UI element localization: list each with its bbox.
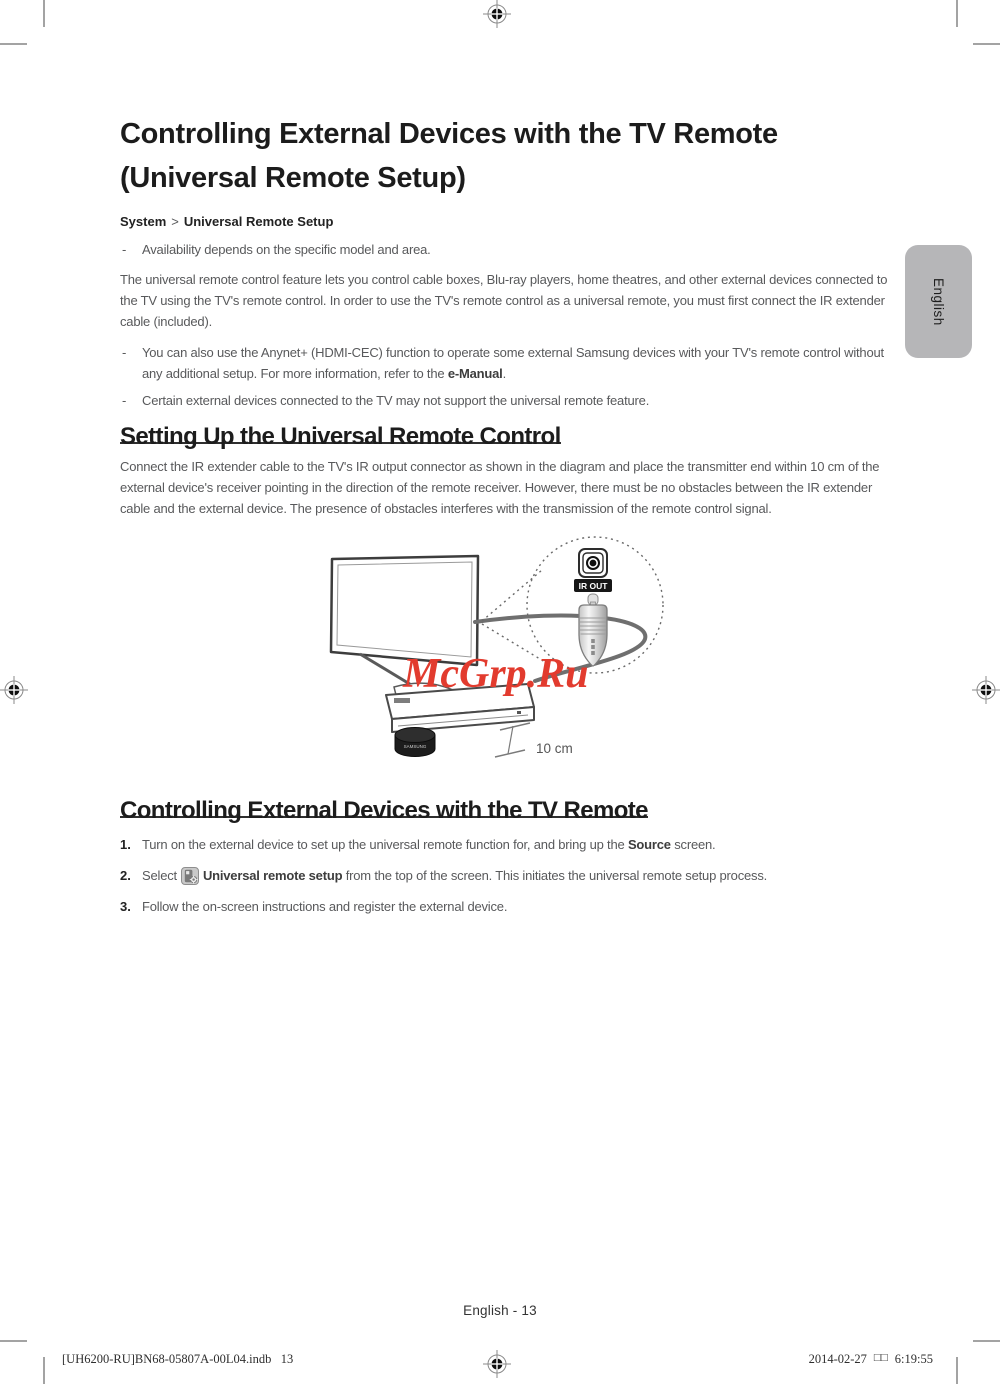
step-1-text (142, 834, 892, 855)
ir-extender-diagram (326, 525, 678, 777)
distance-measure (495, 723, 530, 757)
print-date: 2014-02-27 (808, 1352, 867, 1366)
section-heading-setup: Setting Up the Universal Remote Control (120, 423, 561, 450)
step-3 (120, 896, 892, 917)
registration-mark-right (971, 675, 1000, 705)
dash-marker: - (122, 345, 127, 360)
crop-mark-bottom-left-vertical (43, 1357, 45, 1384)
step-number: 3. (120, 899, 131, 914)
compatibility-note-text: Certain external devices connected to the TV may not support the universal remote feature. (142, 393, 650, 408)
puck-brand-label: SAMSUNG (403, 744, 427, 749)
step-3-text: Follow the on-screen instructions and register the external device. (142, 899, 508, 914)
crop-mark-top-left-vertical (43, 0, 45, 27)
step-2-post: from the top of the screen. This initiates the universal remote setup process. (342, 868, 768, 883)
step-1-post: screen. (670, 837, 716, 852)
page-title-line1: Controlling External Devices with the TV Remote (120, 118, 778, 150)
page-footer: English - 13 (463, 1303, 537, 1318)
step-2-pre: Select (142, 868, 177, 883)
compatibility-note (120, 390, 892, 411)
language-tab-label: English (931, 277, 946, 326)
anynet-note (120, 342, 892, 384)
intro-paragraph: The universal remote control feature lets you control cable boxes, Blu-ray players, home theatres, and other external devices connected to the TV using the TV's remote control. In order to use the TV's remote control as a universal remote, you must first connect the IR extender cable (included). (120, 272, 888, 329)
step-2 (120, 865, 892, 886)
step-2-text (142, 865, 892, 886)
crop-mark-top-right-vertical (956, 0, 958, 27)
breadcrumb-separator: > (171, 214, 179, 229)
crop-mark-top-right-horizontal (973, 43, 1000, 45)
step-1-pre: Turn on the external device to set up the universal remote function for, and bring up the (142, 837, 628, 852)
e-manual-term: e-Manual (447, 366, 503, 381)
anynet-note-post: . (502, 366, 506, 381)
print-file-info: [UH6200-RU]BN68-05807A-00L04.indb 13 (62, 1352, 294, 1366)
breadcrumb (120, 214, 892, 229)
watermark-text: McGrp.Ru (403, 651, 589, 697)
dash-marker: - (122, 393, 127, 408)
distance-label: 10 cm (536, 741, 573, 756)
source-term: Source (627, 837, 671, 852)
step-number: 2. (120, 868, 131, 883)
registration-mark-bottom (482, 1349, 512, 1379)
anynet-note-pre: You can also use the Anynet+ (HDMI-CEC) function to operate some external Samsung devices with your TV's remote control without any additional setup. For more information, refer to the (142, 345, 884, 381)
crop-mark-bottom-left-horizontal (0, 1340, 27, 1342)
page-title-line2: (Universal Remote Setup) (120, 162, 466, 194)
availability-note-text: Availability depends on the specific model and area. (142, 242, 431, 257)
anynet-note-text (142, 342, 892, 384)
ir-out-jack-icon (574, 549, 612, 592)
universal-remote-setup-term: Universal remote setup (202, 868, 343, 883)
setup-body-paragraph: Connect the IR extender cable to the TV's IR output connector as shown in the diagram and place the transmitter end within 10 cm of the external device's receiver pointing in the direction of the remote receiver. However, there must be no obstacles between the IR extender cable and the external device. The presence of obstacles interferes with the transmission of the remote control signal. (120, 459, 880, 516)
registration-mark-top (482, 0, 512, 29)
crop-mark-top-left-horizontal (0, 43, 27, 45)
crop-mark-bottom-right-vertical (956, 1357, 958, 1384)
step-1 (120, 834, 892, 855)
section-heading-controlling: Controlling External Devices with the TV Remote (120, 797, 648, 824)
breadcrumb-system: System (120, 214, 167, 229)
print-time: 6:19:55 (894, 1352, 933, 1366)
print-timestamp (809, 1352, 933, 1367)
crop-mark-bottom-right-horizontal (973, 1340, 1000, 1342)
dash-marker: - (122, 242, 127, 257)
step-number: 1. (120, 837, 131, 852)
missing-glyph-boxes: □□ (873, 1352, 888, 1364)
registration-mark-left (0, 675, 29, 705)
ir-blaster-puck (395, 728, 435, 757)
page-title (120, 112, 892, 200)
breadcrumb-target: Universal Remote Setup (183, 214, 334, 229)
ir-extender-diagram-svg (326, 525, 678, 777)
availability-note (120, 239, 892, 260)
content-column (120, 112, 892, 917)
language-tab (905, 245, 972, 358)
ir-out-label: IR OUT (578, 581, 608, 591)
universal-remote-setup-icon (181, 867, 199, 885)
